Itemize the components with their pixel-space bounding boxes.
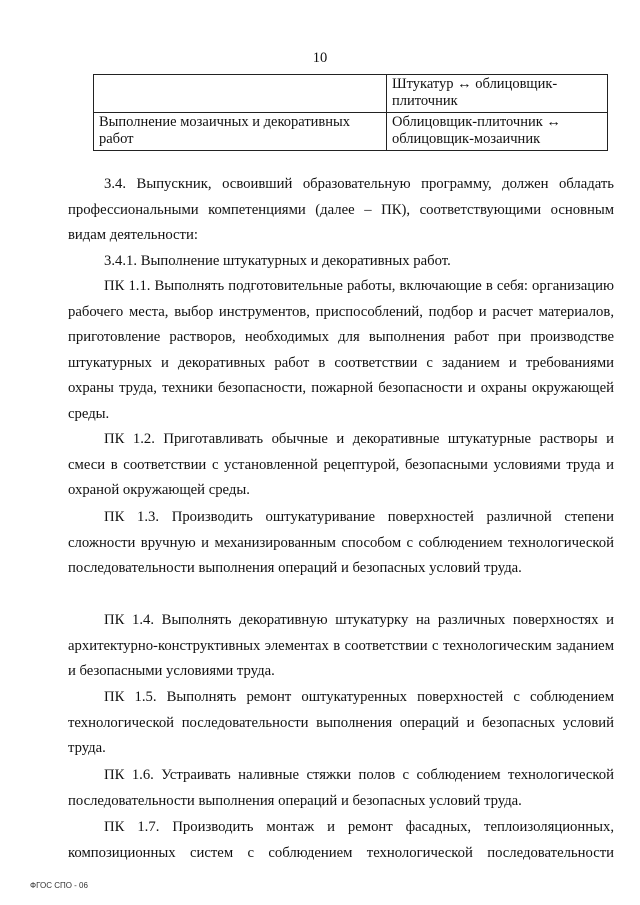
paragraph-pk-1-5: ПК 1.5. Выполнять ремонт оштукатуренных поверхностей с соблюдением технологической последовательности выполнения операций и безопасных условий труда.: [68, 689, 614, 756]
paragraph-pk-1-7: ПК 1.7. Производить монтаж и ремонт фасадных, теплоизоляционных, композиционных систем с соблюдением технологической последовательности: [68, 819, 614, 861]
footer-code: ФГОС СПО - 06: [30, 881, 88, 890]
page-number: 10: [312, 50, 328, 66]
paragraph-competencies-intro: 3.4. Выпускник, освоивший образовательную программу, должен обладать профессиональными компетенциями (далее – ПК), соответствующими основным видам деятельности:: [68, 176, 614, 243]
table-cell-activity: Выполнение мозаичных и декоративных работ: [94, 113, 387, 151]
table-cell-occupations: Штукатур ↔ облицовщик-плиточник: [387, 75, 608, 113]
table-cell-occupations: Облицовщик-плиточник ↔ облицовщик-мозаичник: [387, 113, 608, 151]
paragraph-pk-1-6: ПК 1.6. Устраивать наливные стяжки полов с соблюдением технологической последовательности выполнения операций и безопасных условий труда.: [68, 767, 614, 809]
paragraph-pk-1-4: ПК 1.4. Выполнять декоративную штукатурку на различных поверхностях и архитектурно-конструктивных элементах в соответствии с технологическим заданием и безопасными условиями труда.: [68, 612, 614, 679]
paragraph-activity-heading: 3.4.1. Выполнение штукатурных и декоративных работ.: [104, 253, 451, 269]
paragraph-pk-1-1: ПК 1.1. Выполнять подготовительные работы, включающие в себя: организацию рабочего места, выбор инструментов, приспособлений, подбор и расчет материалов, приготовление растворов, необходимых для выполнения работ при производстве штукатурных и декоративных работ в соответствии с заданием и требованиями охраны труда, техники безопасности, пожарной безопасности и охраны окружающей среды.: [68, 278, 614, 422]
paragraph-pk-1-2: ПК 1.2. Приготавливать обычные и декоративные штукатурные растворы и смеси в соответствии с установленной рецептурой, безопасными условиями труда и охраной окружающей среды.: [68, 431, 614, 498]
table-row: [94, 113, 608, 151]
paragraph-pk-1-3: ПК 1.3. Производить оштукатуривание поверхностей различной степени сложности вручную и механизированным способом с соблюдением технологической последовательности выполнения операций и безопасных условий труда.: [68, 509, 614, 576]
table-cell-activity: [94, 75, 387, 113]
table-row: [94, 75, 608, 113]
occupations-table: [93, 74, 608, 151]
